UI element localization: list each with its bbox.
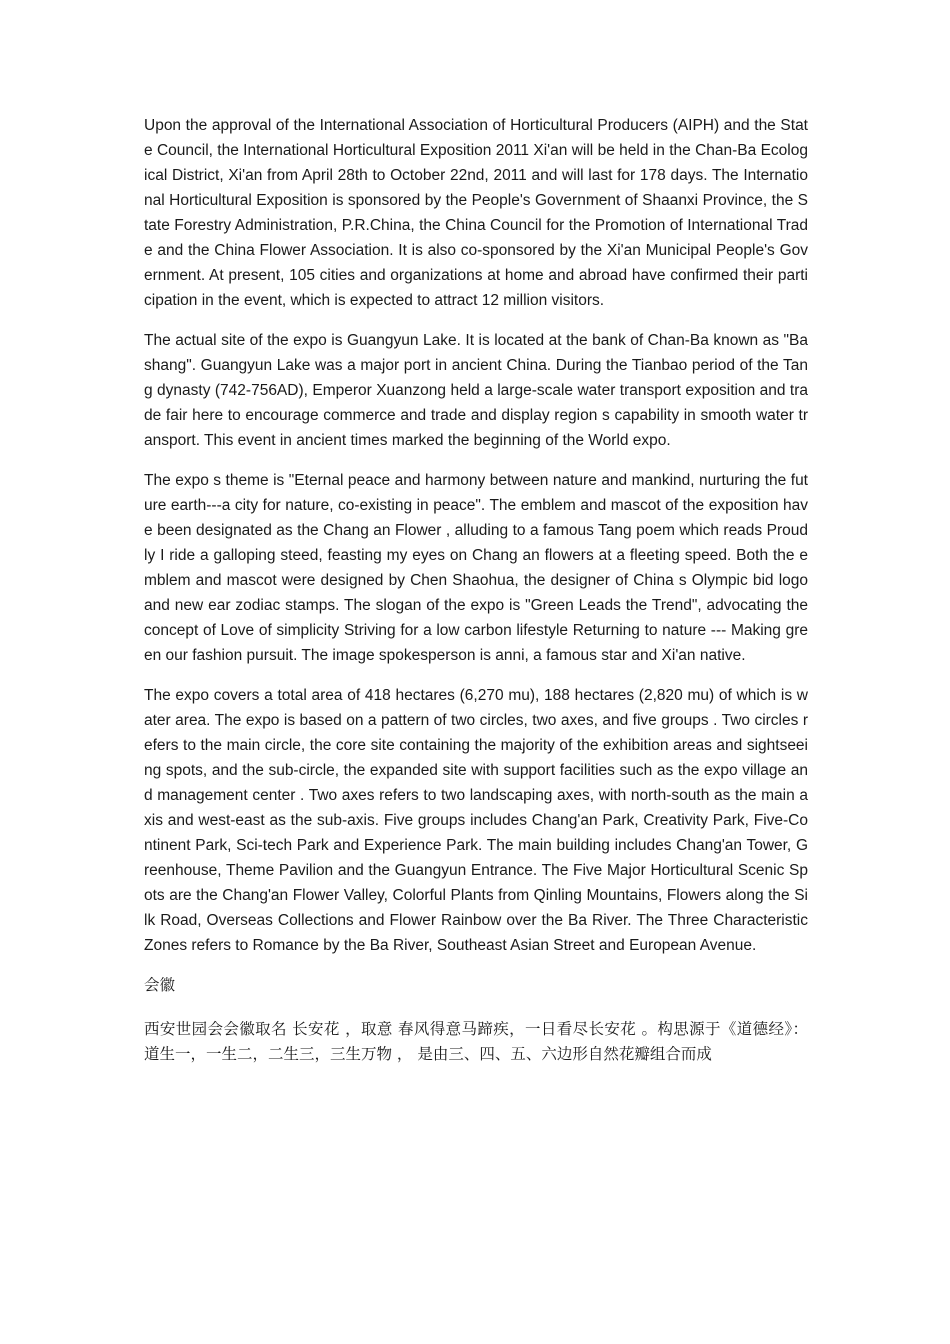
paragraph-expo-site: The actual site of the expo is Guangyun Lake. It is located at the bank of Chan-Ba known as "Bashang". Guangyun Lake was a major port in ancient China. During the Tianbao period of the Tang dynasty (742-756AD), Emperor Xuanzong held a large-scale water transport exposition and trade fair here to encourage commerce and trade and display region s capability in smooth water transport. This event in ancient times marked the beginning of the World expo.: [144, 332, 808, 449]
paragraph-expo-approval: Upon the approval of the International Association of Horticultural Producers (AIPH) and the State Council, the International Horticultural Exposition 2011 Xi'an will be held in the Chan-Ba Ecological District, Xi'an from April 28th to October 22nd, 2011 and will last for 178 days. The International Horticultural Exposition is sponsored by the People's Government of Shaanxi Province, the State Forestry Administration, P.R.China, the China Council for the Promotion of International Trade and the China Flower Association. It is also co-sponsored by the Xi'an Municipal People's Government. At present, 105 cities and organizations at home and abroad have confirmed their participation in the event, which is expected to attract 12 million visitors.: [144, 117, 808, 309]
paragraph-expo-theme: The expo s theme is "Eternal peace and harmony between nature and mankind, nurturing the future earth---a city for nature, co-existing in peace". The emblem and mascot of the exposition have been designated as the Chang an Flower , alluding to a famous Tang poem which reads Proudly I ride a galloping steed, feasting my eyes on Chang an flowers at a fleeting speed. Both the emblem and mascot were designed by Chen Shaohua, the designer of China s Olympic bid logo and new ear zodiac stamps. The slogan of the expo is "Green Leads the Trend", advocating the concept of Love of simplicity Striving for a low carbon lifestyle Returning to nature --- Making green our fashion pursuit. The image spokesperson is anni, a famous star and Xi'an native.: [144, 472, 808, 664]
document-page: [144, 113, 808, 1067]
paragraph-expo-area: The expo covers a total area of 418 hectares (6,270 mu), 188 hectares (2,820 mu) of which is water area. The expo is based on a pattern of two circles, two axes, and five groups . Two circles refers to the main circle, the core site containing the majority of the exhibition areas and sightseeing spots, and the sub-circle, the expanded site with support facilities such as the expo village and management center . Two axes refers to two landscaping axes, with north-south as the main axis and west-east as the sub-axis. Five groups includes Chang'an Park, Creativity Park, Five-Continent Park, Sci-tech Park and Experience Park. The main building includes Chang'an Tower, Greenhouse, Theme Pavilion and the Guangyun Entrance. The Five Major Horticultural Scenic Spots are the Chang'an Flower Valley, Colorful Plants from Qinling Mountains, Flowers along the Silk Road, Overseas Collections and Flower Rainbow over the Ba River. The Three Characteristic Zones refers to Romance by the Ba River, Southeast Asian Street and European Avenue.: [144, 687, 808, 954]
paragraph-emblem-description: 西安世园会会徽取名 长安花 ，取意 春风得意马蹄疾，一日看尽长安花 。构思源于《道德经》： 道生一，一生二，二生三，三生万物 ， 是由三、四、五、六边形自然花瓣组合而成: [144, 1020, 808, 1063]
section-heading-emblem: 会徽: [144, 976, 176, 994]
